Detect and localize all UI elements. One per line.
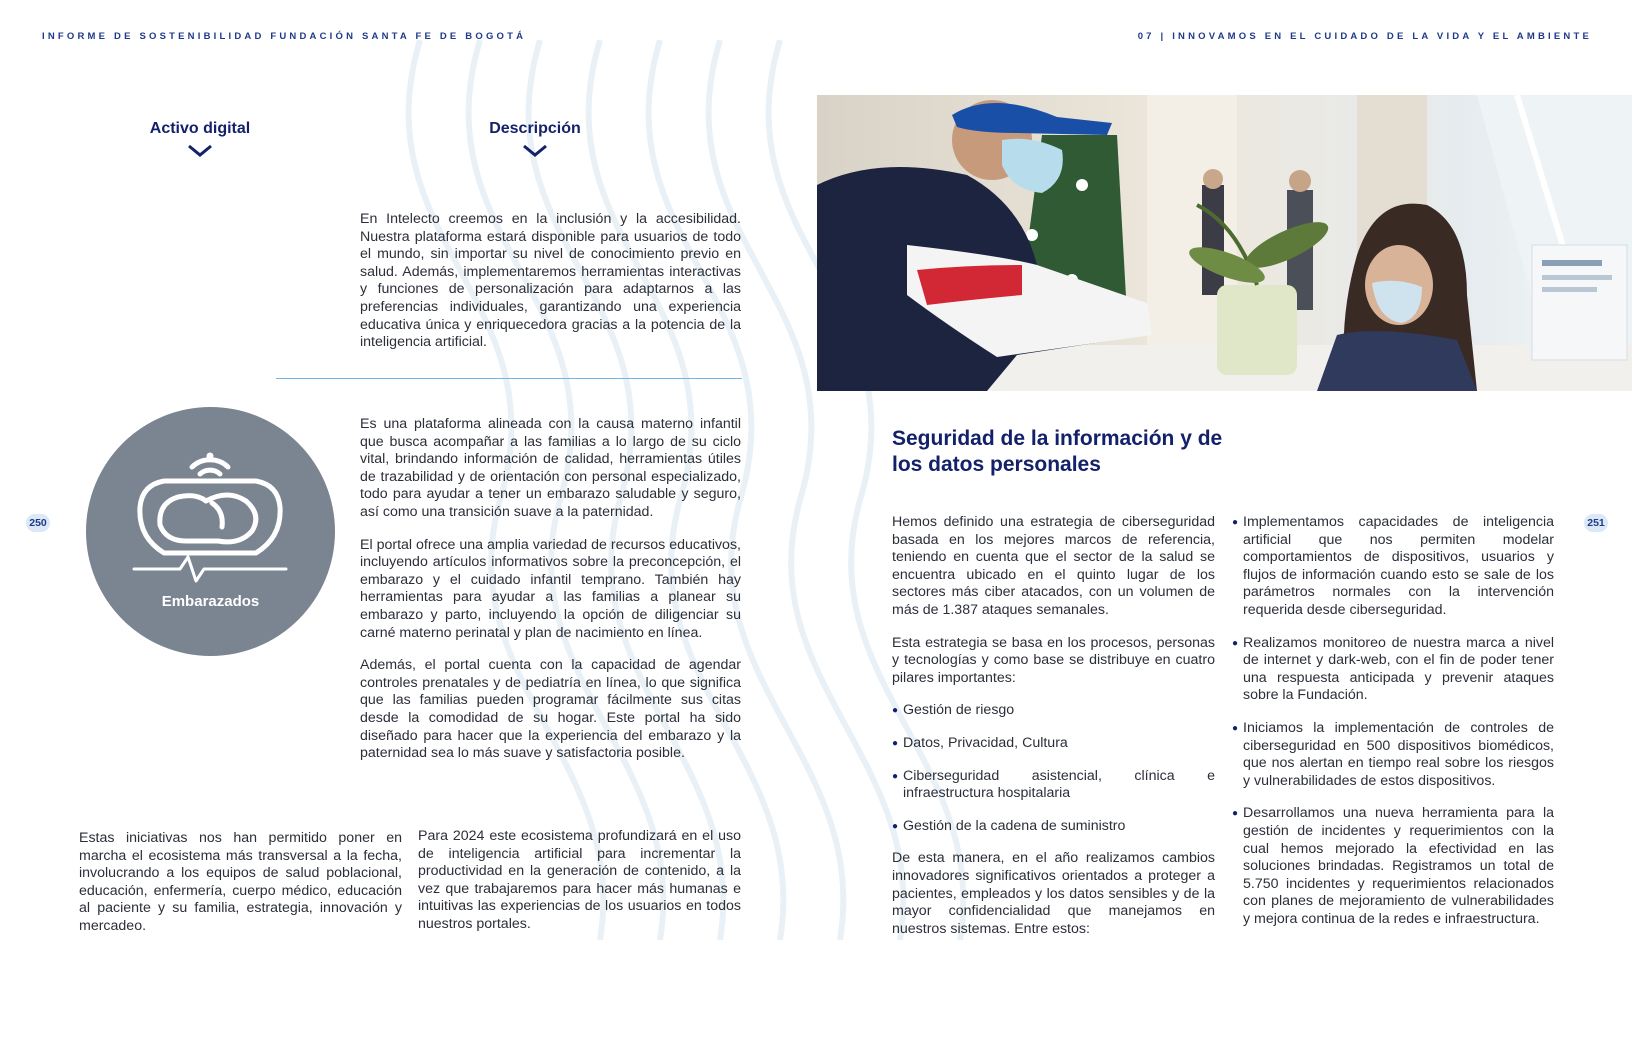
running-header-right: 07 | INNOVAMOS EN EL CUIDADO DE LA VIDA Y EL AMBIENTE (1137, 31, 1592, 42)
action-item: ● Implementamos capacidades de inteligencia artificial que nos permiten modelar comportamientos de dispositivos, usuarios y flujos de información cuando esto se sale de los parámetros normales con la intervención requerida desde ciberseguridad. (1232, 514, 1554, 620)
hospital-reception-photo (817, 95, 1632, 391)
ultrasound-baby-icon (130, 441, 290, 591)
pillar-item: ● Datos, Privacidad, Cultura (892, 735, 1215, 753)
chevron-down-icon (187, 144, 213, 158)
pillar-item: ● Ciberseguridad asistencial, clínica e infraestructura hospitalaria (892, 768, 1215, 803)
action-item: ● Iniciamos la implementación de controles de ciberseguridad en 500 dispositivos biomédicos, que nos alertan en tiempo real sobre los riesgos y vulnerabilidades de estos dispositivos. (1232, 720, 1554, 790)
running-header-left: INFORME DE SOSTENIBILIDAD FUNDACIÓN SANTA FE DE BOGOTÁ (42, 31, 527, 42)
plans-2024-paragraph (418, 828, 741, 949)
action-item: ● Desarrollamos una nueva herramienta para la gestión de incidentes y requerimientos con la cual hemos mejorado la efectividad en las soluciones brindadas. Registramos un total de 5.750 incidentes y requerimientos relacionados con planes de mejoramiento de vulnerabilidades y mejora continua de la redes e infraestructura. (1232, 805, 1554, 928)
embarazados-paragraph-2: El portal ofrece una amplia variedad de recursos educativos, incluyendo artículos informativos sobre la preconcepción, el embarazo y el cuidado infantil temprano. También hay herramientas para ayudar a las familias a planear su embarazo y parto, incluyendo la opción de diligenciar su carné materno perinatal y plan de nacimiento en línea. (360, 536, 741, 641)
pillars-list (892, 702, 1215, 835)
pillar-item: ● Gestión de riesgo (892, 702, 1215, 720)
page-number-left: 250 (26, 514, 50, 532)
security-strategy: Esta estrategia se basa en los procesos, personas y tecnologías y como base se distribuye en cuatro pilares importantes: (892, 634, 1215, 686)
section-divider (276, 378, 742, 379)
initiatives-text: Estas iniciativas nos han permitido poner en marcha el ecosistema más transversal a la fecha, involucrando a los equipos de salud poblacional, educación, enfermería, cuerpo médico, educación al paciente y su familia, estrategia, innovación y mercadeo. (79, 830, 402, 934)
intro-text: En Intelecto creemos en la inclusión y la accesibilidad. Nuestra plataforma estará disponible para usuarios de todo el mundo, sin importar su nivel de conocimiento previo en salud. Además, implementaremos herramientas interactivas y funciones de personalización para adaptarnos a las preferencias individuales, garantizando una experiencia educativa única y enriquecedora gracias a la potencia de la inteligencia artificial. (360, 211, 741, 351)
intro-paragraph (360, 211, 741, 367)
security-left-column (892, 514, 1215, 953)
embarazados-badge (86, 407, 335, 656)
column-header-description (465, 120, 605, 158)
pillar-item: ● Gestión de la cadena de suministro (892, 818, 1215, 836)
embarazados-paragraph-3: Además, el portal cuenta con la capacidad de agendar controles prenatales y de pediatría en línea, lo que significa que las familias pueden programar fácilmente sus citas desde la comodidad de su hogar. Este portal ha sido diseñado para hacer que la experiencia del embarazo y la paternidad sea lo más suave y satisfactoria posible. (360, 657, 741, 762)
embarazados-description (360, 416, 741, 778)
page-number-right: 251 (1584, 514, 1608, 532)
security-section-title: Seguridad de la información y de los datos personales (892, 427, 1223, 476)
column-header-description-label: Descripción (489, 120, 581, 137)
security-intro: Hemos definido una estrategia de ciberseguridad basada en los mejores marcos de referencia, teniendo en cuenta que el sector de la salud se encuentra ubicado en el quinto lugar de los sectores más ciber atacados, con un volumen de más de 1.387 ataques semanales. (892, 514, 1215, 618)
column-header-asset (130, 120, 270, 158)
security-right-column (1232, 514, 1554, 943)
embarazados-label: Embarazados (161, 593, 260, 610)
initiatives-paragraph (79, 830, 402, 951)
plans-2024-text: Para 2024 este ecosistema profundizará en el uso de inteligencia artificial para incrementar la productividad en la generación de contenido, a la vez que trabajaremos para hacer más humanas e intuitivas las experiencias de los usuarios en todos nuestros portales. (418, 828, 741, 932)
security-closing: De esta manera, en el año realizamos cambios innovadores significativos orientados a proteger a pacientes, empleados y los datos sensibles y de la mayor confidencialidad que manejamos en nuestros sistemas. Entre estos: (892, 850, 1215, 937)
column-header-asset-label: Activo digital (149, 120, 251, 137)
action-item: ● Realizamos monitoreo de nuestra marca a nivel de internet y dark-web, con el fin de poder tener una respuesta anticipada y prevenir ataques sobre la Fundación. (1232, 635, 1554, 705)
security-actions-list (1232, 514, 1554, 928)
embarazados-paragraph-1: Es una plataforma alineada con la causa materno infantil que busca acompañar a las familias a lo largo de su ciclo vital, brindando información de calidad, herramientas útiles de trazabilidad y de orientación con personal especializado, todo para ayudar a tener un embarazo saludable y seguro, así como una transición suave a la paternidad. (360, 416, 741, 520)
chevron-down-icon (522, 144, 548, 158)
